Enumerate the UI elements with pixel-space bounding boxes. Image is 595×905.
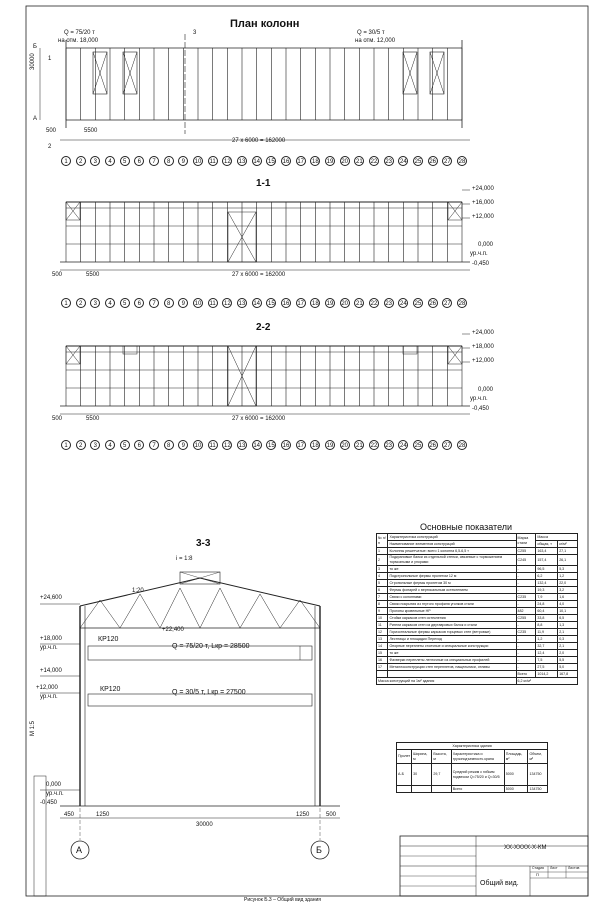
sec33-crane1: КР120: [98, 636, 119, 643]
indicator-cell: 132,4: [536, 580, 558, 587]
indicator-cell: 12,4: [536, 650, 558, 657]
indicator-cell: Стойки каркасов стен остекления: [388, 615, 516, 622]
sec33-lvl-0: 0,000: [46, 782, 62, 788]
indicator-cell: 14: [377, 643, 388, 650]
axis-bubble: 17: [296, 156, 306, 166]
indicator-cell: 1,2: [558, 573, 578, 580]
indicator-cell: 13: [377, 636, 388, 643]
indicator-cell: 15: [377, 650, 388, 657]
ind-h-name: Наименование элементов конструкций: [388, 541, 516, 548]
indicator-cell: 482: [516, 608, 536, 615]
plan-span-dim: 30000: [30, 53, 36, 70]
sec33-title: 3-3: [196, 538, 211, 549]
indicator-cell: 26,1: [558, 555, 578, 566]
sec22-lvl-mid: +18,000: [472, 344, 494, 350]
sec33-lvl-12-floor: ур.ч.п.: [40, 694, 58, 700]
axis-bubble: 8: [164, 440, 174, 450]
axis-bubble: 28: [457, 156, 467, 166]
bld-span: А-Б: [397, 764, 412, 786]
indicator-cell: 24,8: [536, 601, 558, 608]
axis-bubble: 13: [237, 156, 247, 166]
sec33-dim-500: 500: [326, 812, 337, 818]
axis-bubble: 6: [134, 298, 144, 308]
indicator-cell: 5,3: [558, 566, 578, 573]
axis-bubble: 10: [193, 440, 203, 450]
indicator-cell: С245: [516, 555, 536, 566]
sec11-title: 1-1: [256, 178, 271, 189]
sec33-lvl-2240: +22,400: [162, 627, 184, 633]
axis-bubble: 4: [105, 298, 115, 308]
indicator-cell: -: [516, 580, 536, 587]
axis-bubble: 12: [222, 298, 232, 308]
indicator-cell: 1,3: [558, 622, 578, 629]
ind-total-label: Всего: [516, 671, 536, 678]
indicator-cell: -: [516, 650, 536, 657]
axis-bubble: 20: [340, 440, 350, 450]
indicator-cell: -: [516, 587, 536, 594]
indicator-cell: 3,2: [558, 587, 578, 594]
indicator-cell: 9: [377, 608, 388, 615]
axis-bubble: 20: [340, 156, 350, 166]
axis-bubble: 10: [193, 298, 203, 308]
bld-h-vol: Объем, м³: [528, 750, 548, 764]
sec22-lvl-top: +24,000: [472, 330, 494, 336]
axis-bubble: 5: [120, 440, 130, 450]
figure-caption: Рисунок Б.3 – Общий вид здания: [244, 897, 321, 903]
bld-area: 5000: [504, 764, 528, 786]
axis-bubble: 27: [442, 156, 452, 166]
axis-bubble: 15: [266, 440, 276, 450]
sec33-dim-30000: 30000: [196, 822, 213, 828]
axis-bubble: 15: [266, 298, 276, 308]
stamp-sheet-title: Общий вид.: [480, 880, 519, 887]
indicator-cell: 1,6: [558, 594, 578, 601]
indicator-cell: 8: [377, 601, 388, 608]
axis-bubble: 27: [442, 298, 452, 308]
axis-bubble: 9: [178, 440, 188, 450]
indicator-cell: -: [516, 601, 536, 608]
axis-bubble: 7: [149, 156, 159, 166]
sec22-lvl-neg: -0,450: [472, 406, 490, 412]
axis-bubble: 10: [193, 156, 203, 166]
indicator-cell: С255: [516, 548, 536, 555]
indicator-cell: Колонны решетчатые: всего 1 колонна 6,5-6,5 т: [388, 548, 516, 555]
axis-bubble: 16: [281, 298, 291, 308]
indicator-cell: 1,2: [536, 636, 558, 643]
bld-height: 29,7: [432, 764, 451, 786]
indicator-cell: -: [516, 643, 536, 650]
ind-h-per: кг/м²: [558, 541, 578, 548]
sec33-crane1-text: Q = 75/20 т, Lкр = 28500: [172, 643, 250, 650]
indicator-cell: 7: [377, 594, 388, 601]
plan-cut-1: 1: [48, 56, 52, 62]
axis-bubble: 22: [369, 156, 379, 166]
sec22-dim-500: 500: [52, 416, 63, 422]
axis-bubble: 25: [413, 156, 423, 166]
crane-right-level: на отм. 12,000: [355, 38, 396, 44]
bld-h-area: Площадь, м²: [504, 750, 528, 764]
axis-bubble: 21: [354, 440, 364, 450]
axis-bubble: 11: [208, 298, 218, 308]
indicator-cell: 0,3: [558, 636, 578, 643]
axis-bubble: 17: [296, 298, 306, 308]
sec11-dim-5500: 5500: [86, 272, 100, 278]
sec11-lvl-zero: 0,000: [478, 242, 494, 248]
indicator-cell: 163,4: [536, 548, 558, 555]
indicator-cell: 8,8: [536, 622, 558, 629]
sec33-slope2: 1:20: [132, 588, 144, 594]
indicator-cell: Подстропильные фермы пролетом 12 м: [388, 573, 516, 580]
axis-bubble: 14: [252, 156, 262, 166]
axis-bubble: 24: [398, 298, 408, 308]
indicator-cell: Металлоконструкции стен переплетов, нащельники, отливы: [388, 664, 516, 671]
axis-bubble: 11: [208, 440, 218, 450]
indicator-cell: 27,5: [536, 664, 558, 671]
indicator-cell: 2: [377, 555, 388, 566]
axis-bubble: 5: [120, 156, 130, 166]
axis-bubble: 2: [76, 298, 86, 308]
bld-h-height: Высота, м: [432, 750, 451, 764]
sec33-dim-1250b: 1250: [296, 812, 310, 818]
indicator-cell: 12: [377, 629, 388, 636]
axis-bubble: 28: [457, 298, 467, 308]
indicator-cell: 2,1: [558, 629, 578, 636]
indicator-cell: 96,5: [536, 566, 558, 573]
axis-bubble: 18: [310, 298, 320, 308]
indicator-cell: -: [516, 566, 536, 573]
indicator-cell: 7,5: [536, 657, 558, 664]
crane-right-label: Q = 30/5 т: [357, 30, 385, 36]
axis-bubble: 18: [310, 156, 320, 166]
stamp-code: ХХ-ХХХХ-Х-КМ: [504, 845, 547, 851]
sec33-lvl-neg: -0,450: [40, 800, 58, 806]
indicator-cell: 4,0: [558, 601, 578, 608]
plan-title: План колонн: [230, 18, 300, 30]
indicator-cell: 6: [377, 587, 388, 594]
sec33-lvl-14: +14,000: [40, 668, 62, 674]
ind-per-area: Масса конструкций на 1м² здания: [377, 678, 517, 685]
axis-bubble: 23: [384, 156, 394, 166]
axis-bubble: 7: [149, 440, 159, 450]
indicator-cell: 5: [377, 580, 388, 587]
stamp-sheets-h: Листов: [568, 866, 580, 870]
indicator-cell: 60,4: [536, 608, 558, 615]
sec33-dim-1250a: 1250: [96, 812, 110, 818]
stamp-sheet-h: Лист: [550, 866, 558, 870]
indicator-cell: 157,4: [536, 555, 558, 566]
indicator-cell: 1: [377, 548, 388, 555]
axis-bubble: 5: [120, 298, 130, 308]
axis-bubble: 26: [428, 156, 438, 166]
ind-total-per: 167,8: [558, 671, 578, 678]
sec33-lvl-12: +12,000: [36, 685, 58, 691]
indicator-cell: -: [516, 573, 536, 580]
bld-h-crane: Характеристика и грузоподъемность крана: [451, 750, 504, 764]
crane-left-label: Q = 75/20 т: [64, 30, 95, 36]
bld-h-width: Ширина, м: [412, 750, 432, 764]
axis-bubble: 15: [266, 156, 276, 166]
sec11-lvl-floor: ур.ч.п.: [470, 251, 488, 257]
axis-bubble: 7: [149, 298, 159, 308]
ind-per-area-val: 6,2 кг/м²: [516, 678, 577, 685]
axis-bubble: 12: [222, 440, 232, 450]
indicator-cell: Фермы фонарей с вертикальным остеклением: [388, 587, 516, 594]
ind-total-mass: 1014,2: [536, 671, 558, 678]
axis-bubble: 25: [413, 440, 423, 450]
axis-bubble: 2: [76, 440, 86, 450]
indicator-cell: 7,9: [536, 594, 558, 601]
axis-bubble: 9: [178, 156, 188, 166]
sec33-crane2: КР120: [100, 686, 121, 693]
axis-bubble: 3: [90, 440, 100, 450]
indicator-cell: -: [516, 636, 536, 643]
sec22-dim-5500: 5500: [86, 416, 100, 422]
axis-bubble: 11: [208, 156, 218, 166]
indicator-cell: 10: [377, 615, 388, 622]
indicator-cell: то же: [388, 650, 516, 657]
axis-bubble: 9: [178, 298, 188, 308]
sec22-title: 2-2: [256, 322, 271, 333]
axis-bubble: 3: [90, 156, 100, 166]
ind-h-total: общая, т: [536, 541, 558, 548]
sec11-lvl-mid: +16,000: [472, 200, 494, 206]
axis-bubble: 1: [61, 156, 71, 166]
axis-bubble: 19: [325, 298, 335, 308]
axis-bubble: 1: [61, 298, 71, 308]
indicator-cell: Стропильные фермы пролетом 30 м: [388, 580, 516, 587]
axis-bubble: 8: [164, 298, 174, 308]
bld-total-label: Всего: [451, 786, 504, 793]
indicator-cell: 10,1: [558, 608, 578, 615]
bld-total-area: 5000: [504, 786, 528, 793]
indicator-cell: 33,8: [536, 615, 558, 622]
indicator-cell: Связи с колоннами: [388, 594, 516, 601]
axis-bubble: 24: [398, 156, 408, 166]
indicator-cell: 3: [377, 566, 388, 573]
axis-bubble: 4: [105, 440, 115, 450]
indicator-cell: 27,1: [558, 548, 578, 555]
axis-bubble: 26: [428, 298, 438, 308]
sec33-lvl-18: +18,000: [40, 636, 62, 642]
axis-bubble: 14: [252, 440, 262, 450]
indicator-cell: 6,5: [558, 615, 578, 622]
bld-width: 30: [412, 764, 432, 786]
indicator-cell: 5,0: [558, 664, 578, 671]
sec11-lvl-low: +12,000: [472, 214, 494, 220]
indicator-cell: Горизонтальные фермы каркасов торцевых стен (ветровые): [388, 629, 516, 636]
axis-bubble: 21: [354, 298, 364, 308]
sec22-lvl-low: +12,000: [472, 358, 494, 364]
stamp-stage: П: [536, 872, 539, 877]
indicator-cell: 4: [377, 573, 388, 580]
bld-title: Характеристика здания: [397, 743, 548, 750]
axis-bubble: 8: [164, 156, 174, 166]
ind-h-no: № п/п: [377, 534, 388, 548]
sec11-lvl-neg: -0,450: [472, 261, 490, 267]
axis-bubble: 19: [325, 156, 335, 166]
axis-bubble: 6: [134, 440, 144, 450]
axis-bubble: 13: [237, 298, 247, 308]
sec33-dim-450: 450: [64, 812, 75, 818]
indicator-cell: С235: [516, 594, 536, 601]
indicator-cell: Прогоны кровельные НР: [388, 608, 516, 615]
sec33-scale: М 1:5: [30, 720, 36, 736]
plan-dim-5500: 5500: [84, 128, 98, 134]
indicator-cell: 11: [377, 622, 388, 629]
bld-h-span: Пролет: [397, 750, 412, 764]
axis-bubble: 16: [281, 440, 291, 450]
plan-row-a: А: [33, 116, 38, 122]
indicator-cell: 2,0: [558, 650, 578, 657]
axis-bubble: 21: [354, 156, 364, 166]
bld-vol: 134750: [528, 764, 548, 786]
indicator-cell: Фахверки переплеты ленточные из специальных профилей: [388, 657, 516, 664]
indicator-cell: Лестницы и площадки Переход: [388, 636, 516, 643]
sec11-dim-500: 500: [52, 272, 63, 278]
stamp-stage-h: Стадия: [532, 866, 544, 870]
axis-bubble: 28: [457, 440, 467, 450]
indicator-cell: 6,2: [536, 573, 558, 580]
sec22-lvl-zero: 0,000: [478, 387, 494, 393]
axis-bubble: 14: [252, 298, 262, 308]
indicator-cell: 32,7: [536, 643, 558, 650]
axis-bubble: 22: [369, 440, 379, 450]
axis-bubble: 12: [222, 156, 232, 166]
axis-bubble: 22: [369, 298, 379, 308]
axis-bubble: 3: [90, 298, 100, 308]
axis-bubble: 6: [134, 156, 144, 166]
sec33-axis-b: Б: [316, 845, 322, 855]
sec33-crane2-text: Q = 30/5 т, Lкр = 27500: [172, 689, 246, 696]
sec33-slope1: i = 1:8: [176, 556, 193, 562]
indicator-cell: Ригели каркасов стен из двутавровых балок и стали: [388, 622, 516, 629]
indicator-cell: -: [516, 622, 536, 629]
indicator-cell: -: [516, 657, 536, 664]
indicator-cell: Подкрановые балки из отдельной стенки, связевые с торможением тормозными и упорами: [388, 555, 516, 566]
ind-h-steel: Марка стали: [516, 534, 536, 548]
axis-bubble: 23: [384, 440, 394, 450]
axis-bubble: 16: [281, 156, 291, 166]
axis-bubble: 26: [428, 440, 438, 450]
axis-bubble: 1: [61, 440, 71, 450]
bld-crane: Средний режим с гибким подвесом Q=75/20 и Q=30/5: [451, 764, 504, 786]
ind-h-char: Характеристика конструкций: [388, 534, 516, 541]
axis-bubble: 23: [384, 298, 394, 308]
axis-bubble: 17: [296, 440, 306, 450]
sec33-lvl-0-floor: ур.ч.п.: [46, 791, 64, 797]
sec22-lvl-floor: ур.ч.п.: [470, 396, 488, 402]
indicator-cell: С255: [516, 615, 536, 622]
plan-cut-3: 3: [193, 30, 197, 36]
sec33-lvl-18-floor: ур.ч.п.: [40, 645, 58, 651]
axis-bubble: 4: [105, 156, 115, 166]
indicator-cell: -: [516, 664, 536, 671]
axis-bubble: 20: [340, 298, 350, 308]
plan-cut-2: 2: [48, 144, 52, 150]
sec11-lvl-top: +24,000: [472, 186, 494, 192]
indicator-cell: 16: [377, 657, 388, 664]
indicator-cell: Связи покрытия из гнутого профиля уголков стали: [388, 601, 516, 608]
axis-bubble: 19: [325, 440, 335, 450]
indicator-cell: С235: [516, 629, 536, 636]
plan-dim-500: 500: [46, 128, 57, 134]
plan-dim-total: 27 x 6000 = 162000: [232, 138, 286, 144]
sec33-axis-a: А: [76, 845, 83, 855]
indicator-cell: 17: [377, 664, 388, 671]
axis-bubble: 18: [310, 440, 320, 450]
axis-bubble: 2: [76, 156, 86, 166]
axis-bubble: 25: [413, 298, 423, 308]
sec33-lvl-2460: +24,600: [40, 595, 62, 601]
indicator-cell: 2,1: [558, 643, 578, 650]
axis-bubble: 27: [442, 440, 452, 450]
indicator-cell: то же: [388, 566, 516, 573]
ind-h-mass: Масса: [536, 534, 578, 541]
sec22-dim-total: 27 x 6000 = 162000: [232, 416, 286, 422]
indicators-title: Основные показатели: [420, 522, 513, 532]
indicator-cell: 11,9: [536, 629, 558, 636]
indicator-cell: Опорные переплеты стоечные и специальные конструкции: [388, 643, 516, 650]
indicator-cell: 5,5: [558, 657, 578, 664]
indicator-cell: 22,0: [558, 580, 578, 587]
indicator-cell: 19,3: [536, 587, 558, 594]
bld-total-vol: 134750: [528, 786, 548, 793]
sec11-dim-total: 27 x 6000 = 162000: [232, 272, 286, 278]
axis-bubble: 13: [237, 440, 247, 450]
crane-left-level: на отм. 18,000: [58, 38, 99, 44]
axis-bubble: 24: [398, 440, 408, 450]
plan-row-b: Б: [33, 44, 37, 50]
